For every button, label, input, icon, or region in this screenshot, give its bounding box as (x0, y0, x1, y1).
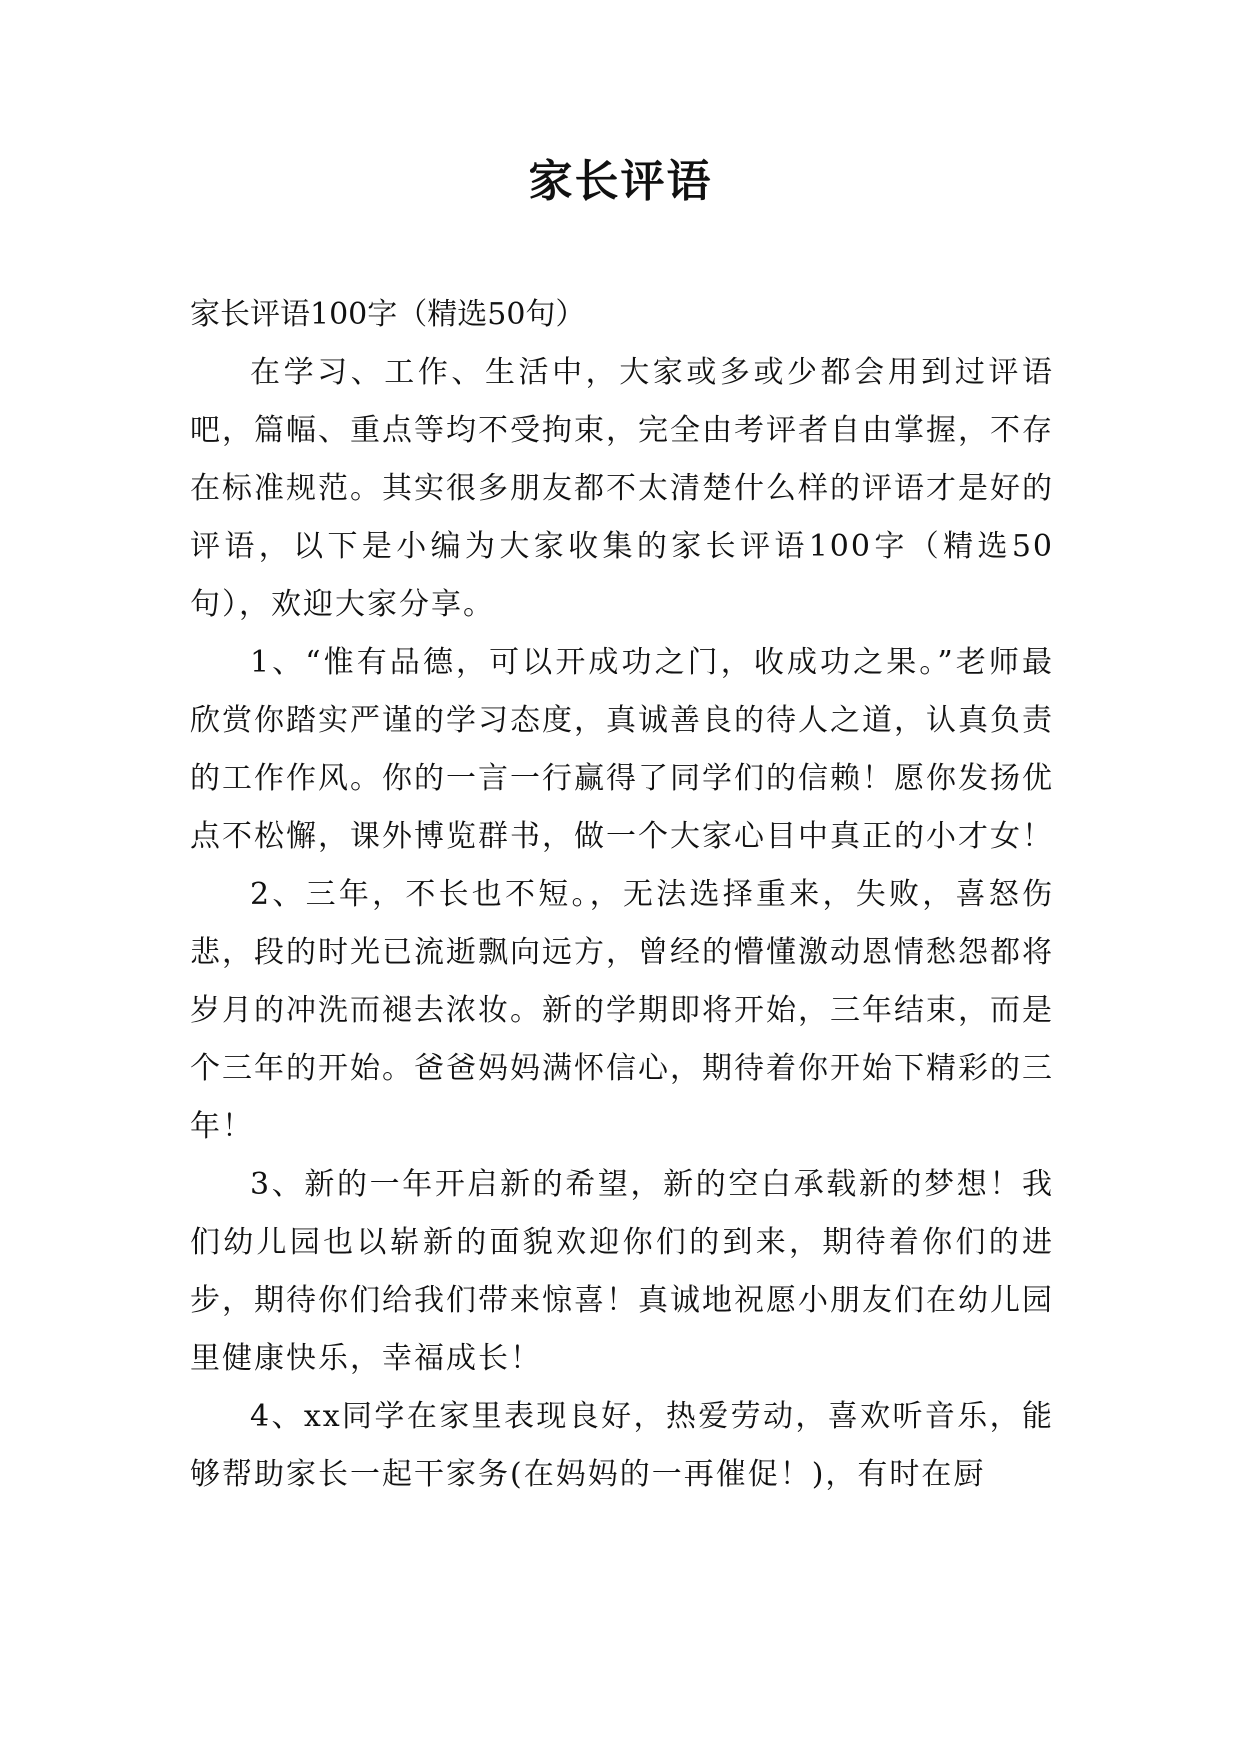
comment-paragraph-2: 2、三年，不长也不短。，无法选择重来，失败，喜怒伤悲，段的时光已流逝飘向远方，曾经的懵懂激动恩情愁怨都将岁月的冲洗而褪去浓妆。新的学期即将开始，三年结束，而是个三年的开始。爸爸妈妈满怀信心，期待着你开始下精彩的三年！ (190, 877, 1054, 1144)
intro-paragraph: 在学习、工作、生活中，大家或多或少都会用到过评语吧，篇幅、重点等均不受拘束，完全由考评者自由掌握，不存在标准规范。其实很多朋友都不太清楚什么样的评语才是好的评语，以下是小编为大家收集的家长评语100字（精选50句），欢迎大家分享。 (190, 355, 1054, 622)
page-title: 家长评语 (528, 156, 713, 207)
comment-paragraph-3: 3、新的一年开启新的希望，新的空白承载新的梦想！我们幼儿园也以崭新的面貌欢迎你们的到来，期待着你们的进步，期待你们给我们带来惊喜！真诚地祝愿小朋友们在幼儿园里健康快乐，幸福成长！ (190, 1167, 1054, 1376)
comment-paragraph-1: 1、“惟有品德，可以开成功之门，收成功之果。”老师最欣赏你踏实严谨的学习态度，真诚善良的待人之道，认真负责的工作作风。你的一言一行赢得了同学们的信赖！愿你发扬优点不松懈，课外博览群书，做一个大家心目中真正的小才女！ (190, 645, 1054, 854)
subtitle: 家长评语100字（精选50句） (190, 297, 586, 332)
document-body (190, 286, 1054, 1504)
comment-paragraph-4: 4、xx同学在家里表现良好，热爱劳动，喜欢听音乐，能够帮助家长一起干家务(在妈妈的一再催促！)，有时在厨 (190, 1399, 1054, 1492)
